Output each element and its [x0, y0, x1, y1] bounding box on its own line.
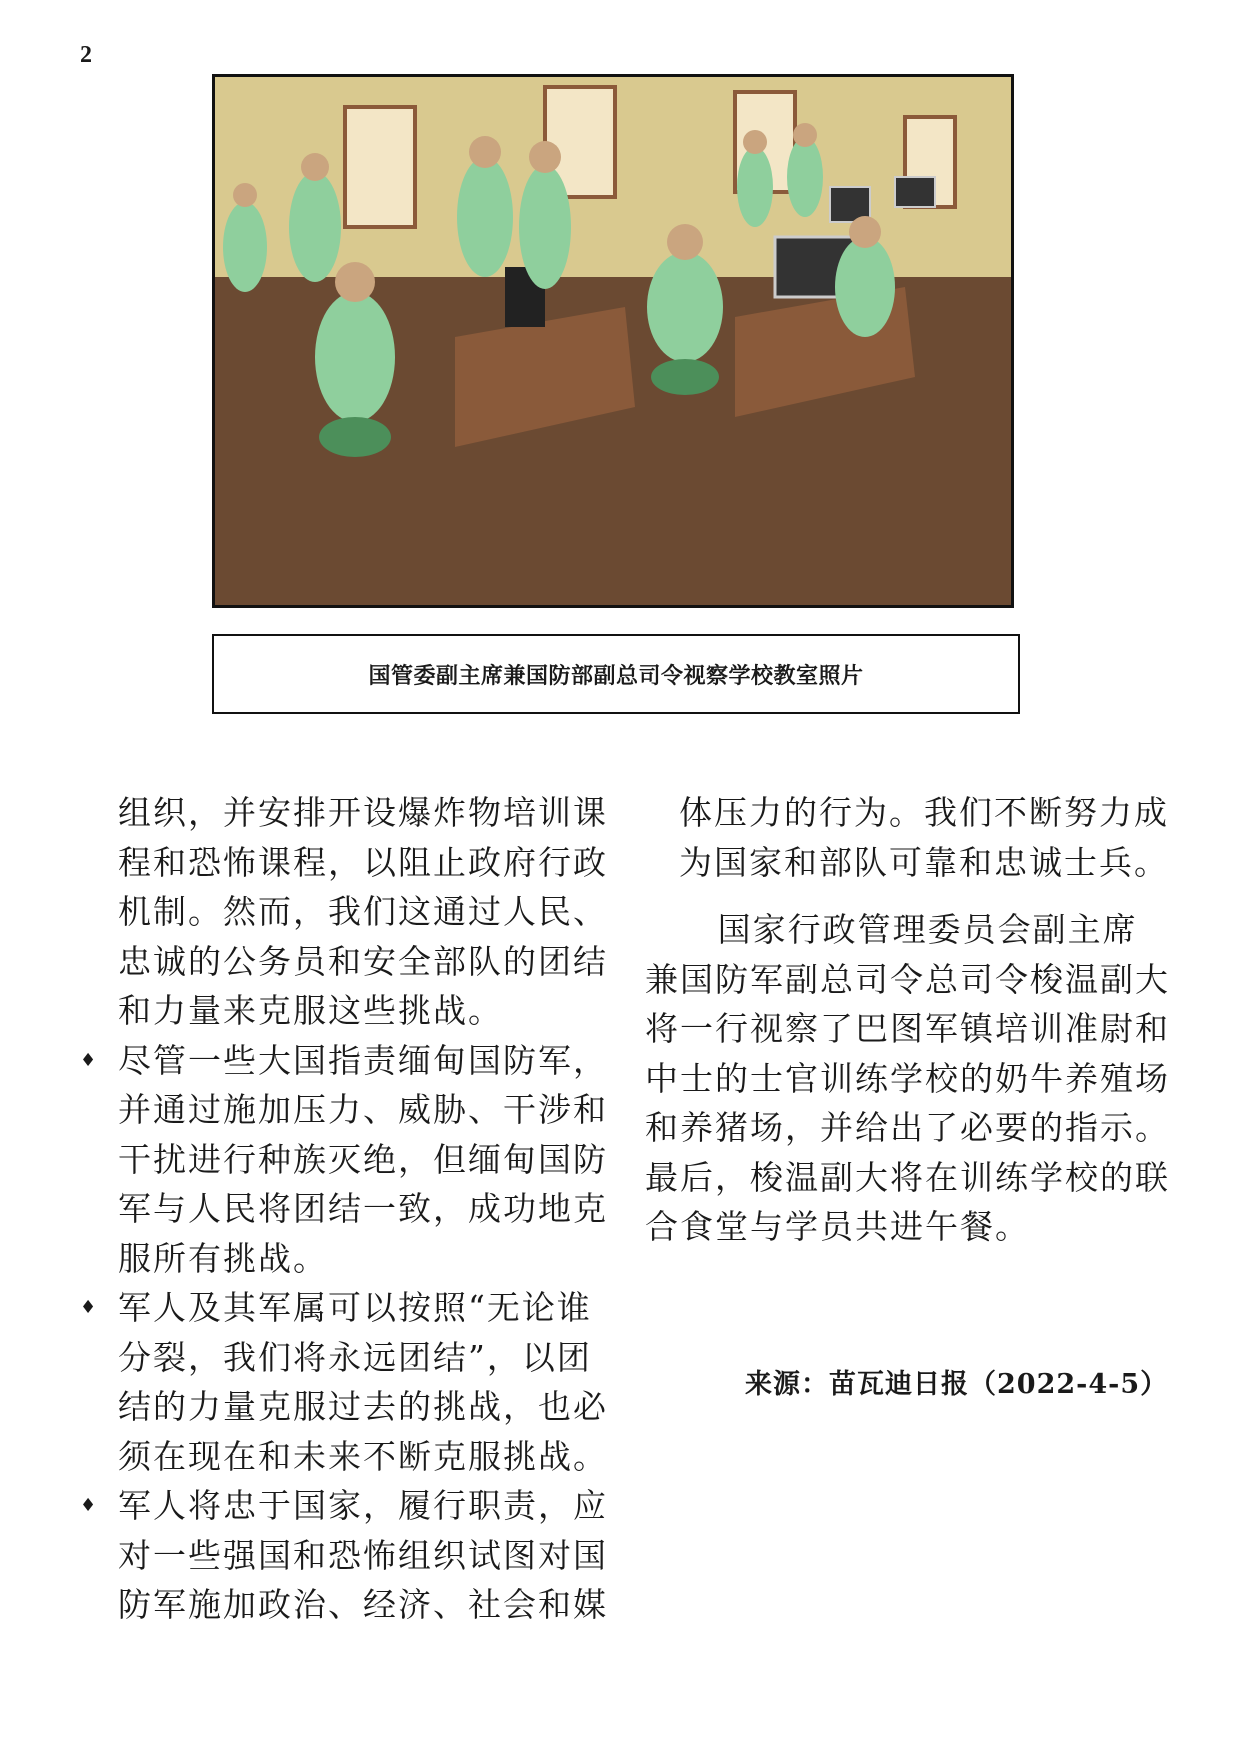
bullet-item-3 [80, 1481, 608, 1630]
left-column [80, 788, 608, 1630]
photo-caption: 国管委副主席兼国防部副总司令视察学校教室照片 [368, 662, 864, 689]
classroom-photo [212, 74, 1014, 608]
left-continuation-paragraph: 组织，并安排开设爆炸物培训课程和恐怖课程，以阻止政府行政机制。然而，我们这通过人民、忠诚的公务员和安全部队的团结和力量来克服这些挑战。 [118, 793, 608, 1030]
bullet-text-1: 尽管一些大国指责缅甸国防军，并通过施加压力、威胁、干涉和干扰进行种族灭绝，但缅甸国防军与人民将团结一致，成功地克服所有挑战。 [118, 1040, 608, 1278]
bullet-text-3: 军人将忠于国家，履行职责，应对一些强国和恐怖组织试图对国防军施加政治、经济、社会和媒 [118, 1486, 608, 1624]
bullet-item-2 [80, 1283, 608, 1481]
inspection-paragraph: 国家行政管理委员会副主席兼国防军副总司令总司令梭温副大将一行视察了巴图军镇培训准尉和中士的士官训练学校的奶牛养殖场和养猪场，并给出了必要的指示。最后，梭温副大将在训练学校的联合食堂与学员共进午餐。 [645, 910, 1170, 1246]
source-citation: 来源：苗瓦迪日报（2022-4-5） [745, 1369, 1169, 1400]
bullet-item-1 [80, 1036, 608, 1284]
right-column [645, 788, 1170, 1252]
diamond-bullet-icon: ♦ [80, 1049, 99, 1071]
diamond-bullet-icon: ♦ [80, 1297, 99, 1318]
diamond-bullet-icon: ♦ [80, 1495, 99, 1516]
right-continuation-paragraph: 体压力的行为。我们不断努力成为国家和部队可靠和忠诚士兵。 [679, 793, 1169, 882]
photo-caption-box [212, 634, 1020, 714]
bullet-text-2: 军人及其军属可以按照“无论谁分裂，我们将永远团结”，以团结的力量克服过去的挑战，也必须在现在和未来不断克服挑战。 [118, 1288, 608, 1476]
page-number: 2 [80, 42, 92, 68]
photo-illustration [215, 77, 1011, 605]
